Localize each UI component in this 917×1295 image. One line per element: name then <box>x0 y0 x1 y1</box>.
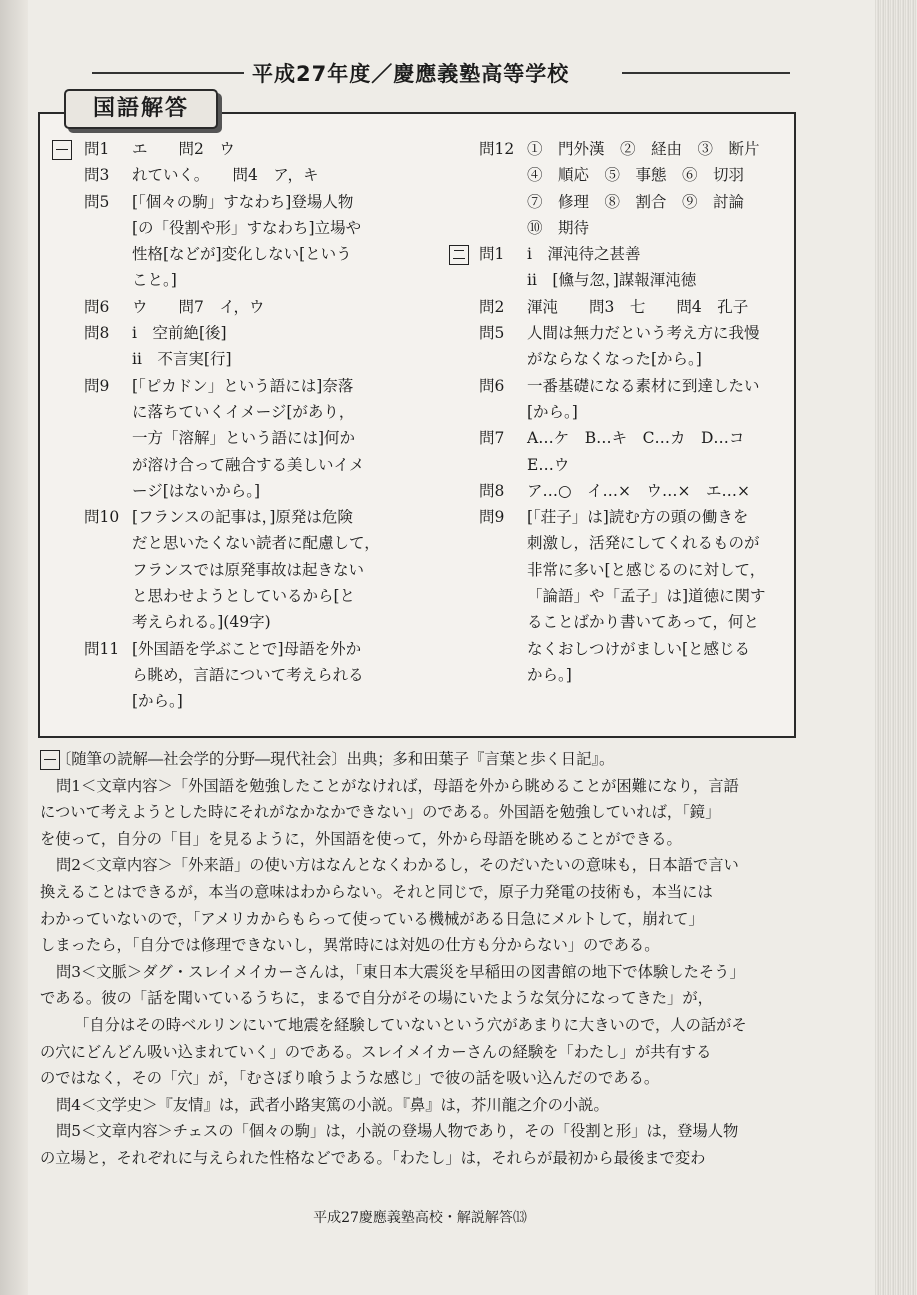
answer-text: 一方「溶解」という語には]何か <box>132 429 356 448</box>
answer-text: ⅱ [儵与忽，]謀報渾沌徳 <box>527 271 697 290</box>
header-rule-right <box>622 72 790 74</box>
question-number: 問11 <box>84 639 120 658</box>
answer-text: フランスでは原発事故は起きない <box>132 560 365 579</box>
answer-text: [から。] <box>527 402 578 421</box>
answer-box-title: 国語解答 <box>64 89 218 129</box>
explanation-line: 問3＜文脈＞ダグ・スレイメイカーさんは，「東日本大震災を早稲田の図書館の地下で体験したそう」 <box>56 962 745 981</box>
question-number: 問6 <box>84 297 110 316</box>
answer-text: ア…○ イ…× ウ…× エ…× <box>527 481 750 500</box>
answer-text: から。] <box>527 665 572 684</box>
answer-text: [フランスの記事は，]原発は危険 <box>132 508 353 527</box>
explanation-line: 問2＜文章内容＞「外来語」の使い方はなんとなくわかるし，そのだいたいの意味も，日本語で言い <box>56 856 739 875</box>
explanation-section <box>40 746 800 1172</box>
answer-text: [から。] <box>132 692 183 711</box>
answer-text: が溶け合って融合する美しいイメ <box>132 455 365 474</box>
answer-text: 一番基礎になる素材に到達したい <box>527 376 760 395</box>
explanation-line: の立場と，それぞれに与えられた性格などである。「わたし」は，それらが最初から最後まで変わ <box>40 1148 706 1167</box>
answer-text: [の「役割や形」すなわち]立場や <box>132 218 362 237</box>
answer-text: 性格[などが]変化しない[という <box>132 245 352 264</box>
section-two-mark <box>449 245 469 265</box>
page-header <box>92 58 790 88</box>
answer-text: A…ケ B…キ C…カ D…コ <box>527 429 745 448</box>
explanation-line: 問1＜文章内容＞「外国語を勉強したことがなければ，母語を外から眺めることが困難になり，言語 <box>56 776 739 795</box>
explanation-line: 〔随筆の読解―社会学的分野―現代社会〕出典；多和田葉子『言葉と歩く日記』。 <box>56 750 615 768</box>
section-one-mark <box>52 140 72 160</box>
answer-text: 「論語」や「孟子」は]道徳に関す <box>527 587 766 606</box>
question-number: 問5 <box>84 192 110 211</box>
answer-text: ① 門外漢 ② 経由 ③ 断片 <box>527 140 760 158</box>
explanation-line: のではなく，その「穴」が，「むさぼり喰うような感じ」で彼の話を吸い込んだのである。 <box>40 1069 660 1088</box>
answer-text: 考えられる。](49字) <box>132 613 271 632</box>
answer-text: と思わせようとしているから[と <box>132 587 356 606</box>
page-fore-edge <box>875 0 917 1295</box>
answer-text: エ 問2 ウ <box>132 140 235 158</box>
answer-text: 非常に多い[と感じるのに対して， <box>527 560 766 579</box>
question-number: 問1 <box>479 245 505 264</box>
answer-text: 渾沌 問3 七 問4 孔子 <box>527 297 749 316</box>
answer-text: ⅱ 不言実[行] <box>132 350 232 369</box>
answer-text: ⅰ 渾沌待之甚善 <box>527 245 641 264</box>
question-number: 問8 <box>84 324 110 343</box>
answer-text: ージ[はないから。] <box>132 481 261 500</box>
question-number: 問9 <box>479 508 505 527</box>
answer-text: こと。] <box>132 271 177 290</box>
answer-text: なくおしつけがましい[と感じる <box>527 639 751 658</box>
answer-text: ら眺め，言語について考えられる <box>132 665 364 684</box>
answer-text: 人間は無力だという考え方に我慢 <box>527 324 760 343</box>
question-number: 問8 <box>479 481 505 500</box>
explanation-line: しまったら，「自分では修理できないし，異常時には対処の仕方も分からない」のである。 <box>40 936 660 955</box>
answer-text: ⑩ 期待 <box>527 218 590 237</box>
page-footer: 平成27慶應義塾高校・解説解答⒀ <box>313 1210 527 1226</box>
explanation-line: の穴にどんどん吸い込まれていく」のである。スレイメイカーさんの経験を「わたし」が共有する <box>40 1042 712 1061</box>
question-number: 問1 <box>84 140 110 158</box>
answer-text: ることばかり書いてあって，何と <box>527 613 760 632</box>
explanation-line: わかっていないので，「アメリカからもらって使っている機械がある日急にメルトして，崩れて」 <box>40 909 704 928</box>
answer-text: に落ちていくイメージ[があり， <box>132 402 355 421</box>
page-title: 平成27年度／慶應義塾高等学校 <box>252 62 570 86</box>
question-number: 問2 <box>479 297 505 316</box>
question-number: 問10 <box>84 508 120 527</box>
question-number: 問6 <box>479 376 505 395</box>
question-number: 問5 <box>479 324 505 343</box>
question-number: 問12 <box>479 140 515 158</box>
explanation-line: 「自分はその時ベルリンにいて地震を経験していないという穴があまりに大きいので，人の話がそ <box>74 1015 747 1034</box>
explanation-line: 問5＜文章内容＞チェスの「個々の駒」は，小説の登場人物であり，その「役割と形」は，登場人物 <box>56 1122 739 1141</box>
explanation-line: 換えることはできるが，本当の意味はわからない。それと同じで，原子力発電の技術も，本当には <box>40 882 713 901</box>
answer-text: だと思いたくない読者に配慮して， <box>132 534 380 553</box>
question-number: 問7 <box>479 429 505 448</box>
explanation-line: 問4＜文学史＞『友情』は，武者小路実篤の小説。『鼻』は，芥川龍之介の小説。 <box>56 1095 609 1114</box>
answer-text: ⑦ 修理 ⑧ 割合 ⑨ 討論 <box>527 192 745 211</box>
answer-text: [「ピカドン」という語には]奈落 <box>132 376 354 395</box>
answer-text: [「荘子」は]読む方の頭の働きを <box>527 508 749 527</box>
explanation-line: について考えようとした時にそれがなかなかできない」のである。外国語を勉強していれば，「鏡」 <box>40 803 721 822</box>
answer-text: [外国語を学ぶことで]母語を外か <box>132 639 362 658</box>
answer-text: 刺激し，活発にしてくれるものが <box>527 534 760 553</box>
answer-text: れていく。 問4 ア，キ <box>132 166 319 185</box>
answer-text: ④ 順応 ⑤ 事態 ⑥ 切羽 <box>527 166 745 185</box>
header-rule-left <box>92 72 244 74</box>
answer-text: ⅰ 空前絶[後] <box>132 324 227 343</box>
answer-text: [「個々の駒」すなわち]登場人物 <box>132 192 354 211</box>
answer-text: がならなくなった[から。] <box>527 350 702 369</box>
explanation-line: である。彼の「話を聞いているうちに，まるで自分がその場にいたような気分になってきた」が， <box>40 989 713 1008</box>
answer-text: ウ 問7 イ，ウ <box>132 297 265 316</box>
page-shadow <box>0 0 28 1295</box>
explanation-line: を使って，自分の「目」を見るように，外国語を使って，外から母語を眺めることができる。 <box>40 829 682 848</box>
question-number: 問9 <box>84 376 110 395</box>
answer-text: E…ウ <box>527 455 570 474</box>
question-number: 問3 <box>84 166 110 185</box>
